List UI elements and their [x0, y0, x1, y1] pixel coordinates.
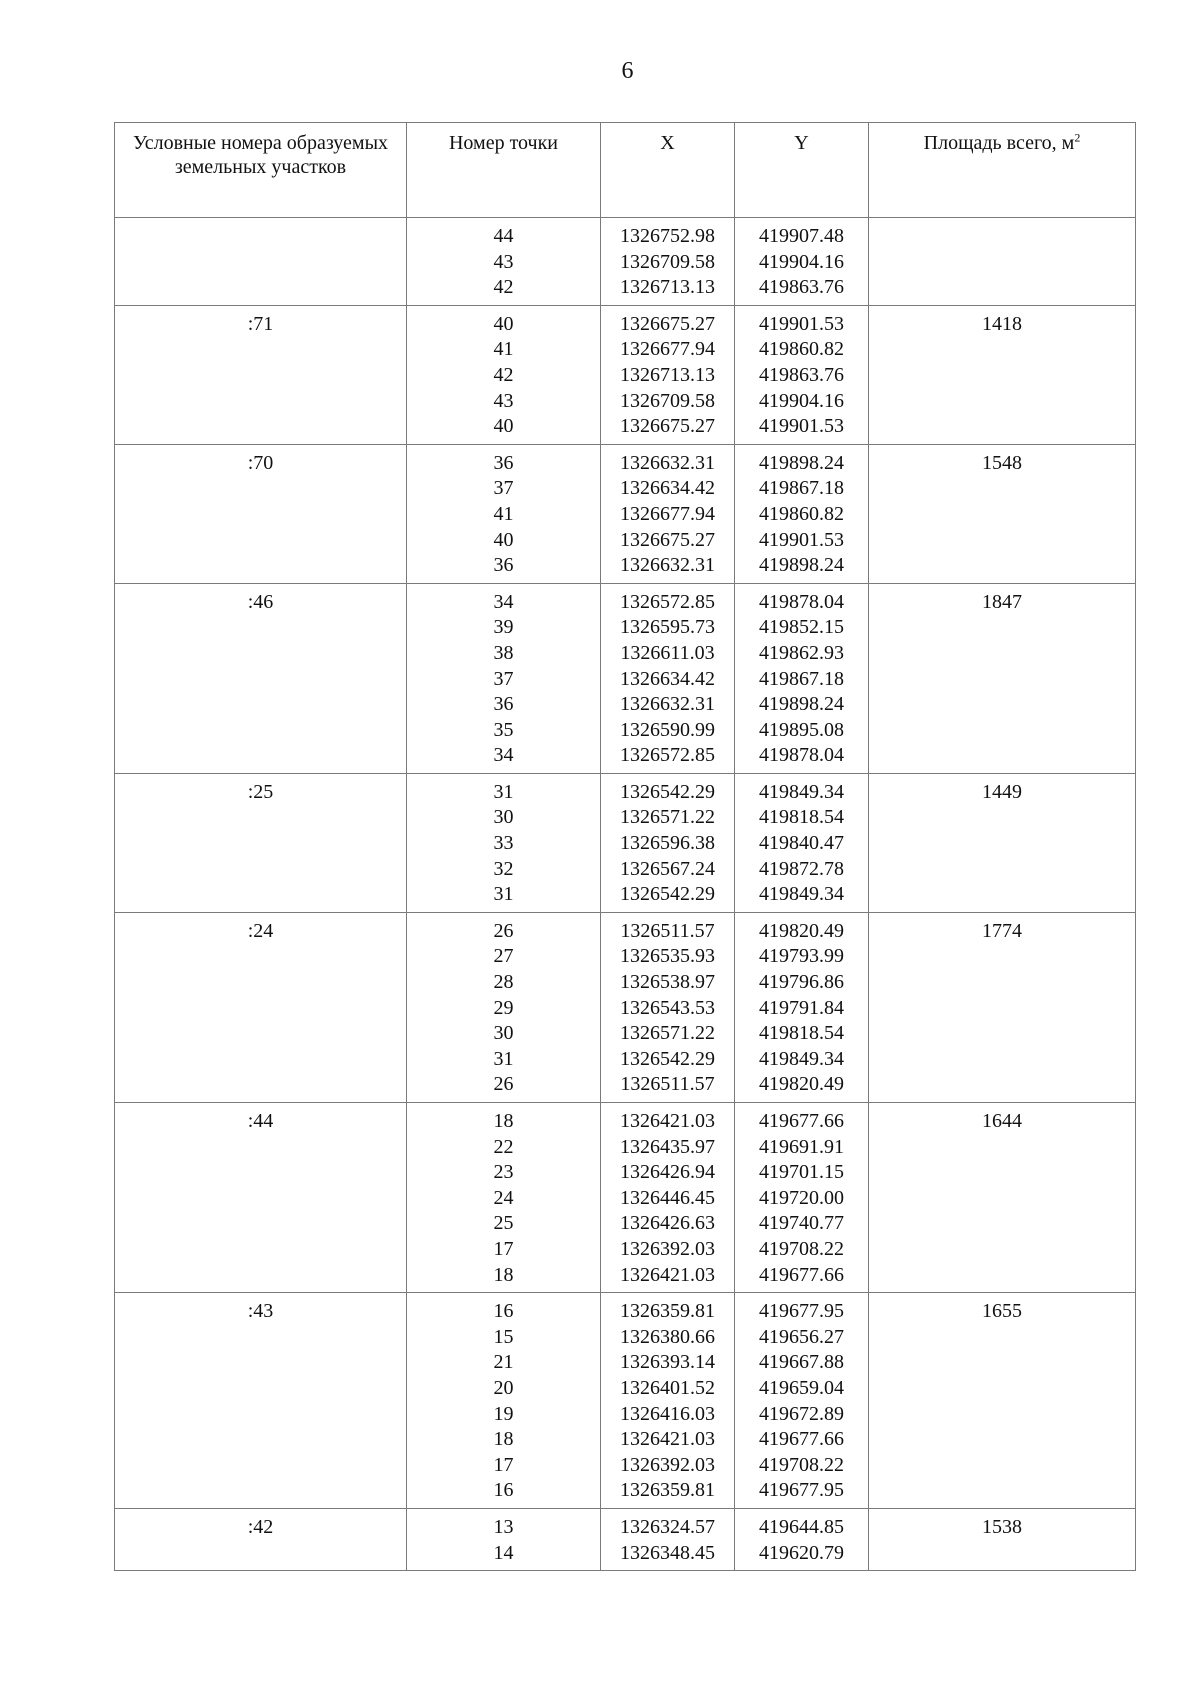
x-coordinate: 1326511.57: [620, 919, 715, 942]
table-row: [115, 1293, 1136, 1509]
header-area-label: Площадь всего, м: [923, 132, 1075, 154]
point-number-cell: [407, 444, 601, 583]
point-number: 39: [493, 616, 514, 639]
y-coordinate: 419849.34: [759, 1047, 844, 1070]
point-number: 38: [493, 641, 514, 664]
point-number: 43: [493, 389, 514, 412]
y-coordinate: 419904.16: [759, 250, 844, 273]
x-coordinate: 1326393.14: [620, 1351, 715, 1374]
point-number: 34: [493, 744, 514, 767]
area-cell: [869, 218, 1136, 306]
point-number: 18: [493, 1110, 514, 1132]
point-number: 16: [493, 1300, 514, 1323]
point-number: 26: [493, 1073, 514, 1096]
coordinates-table: [114, 122, 1136, 1571]
x-coordinate: 1326401.52: [620, 1376, 715, 1399]
table-row: [115, 1103, 1136, 1293]
y-coordinate: 419867.18: [759, 667, 844, 690]
point-number: 33: [493, 832, 514, 855]
x-coordinate: 1326590.99: [620, 718, 715, 741]
y-coordinate: 419863.76: [759, 276, 844, 299]
x-coordinate: 1326634.42: [620, 477, 715, 500]
parcel-number-cell: :24: [115, 912, 407, 1102]
y-coordinate: 419672.89: [759, 1402, 844, 1425]
x-coordinate-cell: [601, 583, 735, 773]
x-coordinate: 1326392.03: [620, 1453, 715, 1476]
x-coordinate: 1326632.31: [620, 451, 715, 474]
point-number: 30: [493, 806, 514, 829]
x-coordinate: 1326677.94: [620, 502, 715, 525]
x-coordinate-cell: [601, 1508, 735, 1570]
point-number-cell: [407, 583, 601, 773]
point-number: 20: [493, 1376, 514, 1399]
header-x: X: [601, 123, 735, 218]
parcel-number-cell: :43: [115, 1293, 407, 1509]
x-coordinate-cell: [601, 1293, 735, 1509]
x-coordinate-cell: [601, 773, 735, 912]
x-coordinate-cell: [601, 444, 735, 583]
y-coordinate: 419901.53: [759, 415, 844, 438]
point-number: 18: [493, 1263, 514, 1286]
point-number: 37: [493, 667, 514, 690]
area-cell: 1847: [869, 583, 1136, 773]
x-coordinate: 1326611.03: [620, 641, 715, 664]
x-coordinate: 1326713.13: [620, 363, 715, 386]
point-number: 36: [493, 554, 514, 577]
point-number: 22: [493, 1135, 514, 1158]
x-coordinate: 1326348.45: [620, 1541, 715, 1564]
y-coordinate: 419849.34: [759, 883, 844, 906]
y-coordinate: 419720.00: [759, 1186, 844, 1209]
point-number: 42: [493, 276, 514, 299]
y-coordinate-cell: [735, 218, 869, 306]
x-coordinate: 1326709.58: [620, 389, 715, 412]
x-coordinate: 1326542.29: [620, 780, 715, 803]
x-coordinate: 1326572.85: [620, 590, 715, 613]
y-coordinate: 419860.82: [759, 502, 844, 525]
x-coordinate: 1326713.13: [620, 276, 715, 299]
point-number: 21: [493, 1351, 514, 1374]
y-coordinate-cell: [735, 444, 869, 583]
y-coordinate: 419872.78: [759, 857, 844, 880]
point-number: 13: [493, 1515, 514, 1538]
x-coordinate: 1326752.98: [620, 225, 715, 247]
x-coordinate: 1326359.81: [620, 1300, 715, 1323]
parcel-number-cell: :42: [115, 1508, 407, 1570]
point-number-cell: [407, 1103, 601, 1293]
y-coordinate: 419818.54: [759, 806, 844, 829]
x-coordinate: 1326426.94: [620, 1161, 715, 1184]
parcel-number-cell: :71: [115, 305, 407, 444]
area-cell: 1449: [869, 773, 1136, 912]
y-coordinate: 419867.18: [759, 477, 844, 500]
table-row: [115, 773, 1136, 912]
y-coordinate: 419677.95: [759, 1300, 844, 1323]
point-number: 31: [493, 883, 514, 906]
point-number: 40: [493, 415, 514, 438]
point-number: 40: [493, 528, 514, 551]
x-coordinate: 1326632.31: [620, 554, 715, 577]
y-coordinate: 419878.04: [759, 590, 844, 613]
point-number: 37: [493, 477, 514, 500]
point-number: 19: [493, 1402, 514, 1425]
y-coordinate: 419701.15: [759, 1161, 844, 1184]
y-coordinate: 419820.49: [759, 1073, 844, 1096]
table-row: [115, 912, 1136, 1102]
area-cell: 1538: [869, 1508, 1136, 1570]
point-number: 34: [493, 590, 514, 613]
point-number-cell: [407, 218, 601, 306]
point-number: 35: [493, 718, 514, 741]
y-coordinate: 419791.84: [759, 996, 844, 1019]
point-number: 36: [493, 451, 514, 474]
x-coordinate: 1326595.73: [620, 616, 715, 639]
point-number: 30: [493, 1022, 514, 1045]
x-coordinate: 1326324.57: [620, 1515, 715, 1538]
x-coordinate-cell: [601, 1103, 735, 1293]
point-number: 16: [493, 1479, 514, 1502]
point-number: 42: [493, 363, 514, 386]
x-coordinate: 1326543.53: [620, 996, 715, 1019]
point-number: 26: [493, 919, 514, 942]
y-coordinate-cell: [735, 1508, 869, 1570]
x-coordinate: 1326634.42: [620, 667, 715, 690]
x-coordinate: 1326675.27: [620, 528, 715, 551]
y-coordinate-cell: [735, 1103, 869, 1293]
point-number: 29: [493, 996, 514, 1019]
area-cell: 1774: [869, 912, 1136, 1102]
x-coordinate: 1326542.29: [620, 1047, 715, 1070]
y-coordinate: 419740.77: [759, 1212, 844, 1235]
y-coordinate: 419904.16: [759, 389, 844, 412]
y-coordinate-cell: [735, 305, 869, 444]
point-number-cell: [407, 1508, 601, 1570]
table-row: [115, 218, 1136, 306]
x-coordinate: 1326596.38: [620, 832, 715, 855]
point-number: 32: [493, 857, 514, 880]
point-number: 23: [493, 1161, 514, 1184]
point-number: 14: [493, 1541, 514, 1564]
x-coordinate: 1326571.22: [620, 806, 715, 829]
x-coordinate: 1326571.22: [620, 1022, 715, 1045]
point-number: 31: [493, 1047, 514, 1070]
point-number: 41: [493, 338, 514, 361]
y-coordinate: 419860.82: [759, 338, 844, 361]
x-coordinate-cell: [601, 218, 735, 306]
y-coordinate: 419852.15: [759, 616, 844, 639]
y-coordinate: 419793.99: [759, 945, 844, 968]
y-coordinate: 419656.27: [759, 1325, 844, 1348]
point-number: 17: [493, 1237, 514, 1260]
y-coordinate-cell: [735, 773, 869, 912]
x-coordinate: 1326632.31: [620, 693, 715, 716]
point-number: 18: [493, 1428, 514, 1451]
y-coordinate: 419659.04: [759, 1376, 844, 1399]
x-coordinate: 1326421.03: [620, 1428, 715, 1451]
x-coordinate: 1326567.24: [620, 857, 715, 880]
y-coordinate: 419818.54: [759, 1022, 844, 1045]
x-coordinate: 1326538.97: [620, 971, 715, 994]
y-coordinate: 419878.04: [759, 744, 844, 767]
point-number: 40: [493, 312, 514, 335]
point-number: 24: [493, 1186, 514, 1209]
table-header-row: [115, 123, 1136, 218]
y-coordinate: 419840.47: [759, 832, 844, 855]
point-number-cell: [407, 912, 601, 1102]
point-number: 44: [493, 225, 514, 247]
y-coordinate-cell: [735, 912, 869, 1102]
point-number-cell: [407, 773, 601, 912]
x-coordinate: 1326572.85: [620, 744, 715, 767]
x-coordinate: 1326446.45: [620, 1186, 715, 1209]
y-coordinate: 419708.22: [759, 1453, 844, 1476]
y-coordinate: 419898.24: [759, 451, 844, 474]
x-coordinate: 1326511.57: [620, 1073, 715, 1096]
area-cell: 1548: [869, 444, 1136, 583]
x-coordinate: 1326416.03: [620, 1402, 715, 1425]
y-coordinate-cell: [735, 583, 869, 773]
x-coordinate: 1326421.03: [620, 1263, 715, 1286]
point-number: 25: [493, 1212, 514, 1235]
y-coordinate: 419677.66: [759, 1428, 844, 1451]
point-number-cell: [407, 1293, 601, 1509]
x-coordinate: 1326675.27: [620, 415, 715, 438]
point-number: 43: [493, 250, 514, 273]
y-coordinate: 419677.95: [759, 1479, 844, 1502]
y-coordinate: 419907.48: [759, 225, 844, 247]
area-cell: 1644: [869, 1103, 1136, 1293]
header-parcel-numbers: Условные номера образуемых земельных участков: [115, 123, 407, 218]
point-number: 31: [493, 780, 514, 803]
parcel-number-cell: :46: [115, 583, 407, 773]
x-coordinate: 1326380.66: [620, 1325, 715, 1348]
x-coordinate: 1326709.58: [620, 250, 715, 273]
x-coordinate: 1326677.94: [620, 338, 715, 361]
area-cell: 1655: [869, 1293, 1136, 1509]
x-coordinate: 1326421.03: [620, 1110, 715, 1132]
point-number: 41: [493, 502, 514, 525]
point-number: 15: [493, 1325, 514, 1348]
point-number: 17: [493, 1453, 514, 1476]
y-coordinate: 419667.88: [759, 1351, 844, 1374]
point-number: 28: [493, 971, 514, 994]
header-area-unit-superscript: 2: [1074, 130, 1081, 145]
x-coordinate-cell: [601, 912, 735, 1102]
x-coordinate: 1326426.63: [620, 1212, 715, 1235]
y-coordinate: 419901.53: [759, 528, 844, 551]
y-coordinate: 419677.66: [759, 1263, 844, 1286]
x-coordinate: 1326675.27: [620, 312, 715, 335]
point-number-cell: [407, 305, 601, 444]
page-number: 6: [621, 58, 634, 84]
y-coordinate: 419708.22: [759, 1237, 844, 1260]
table-row: [115, 305, 1136, 444]
table-row: [115, 1508, 1136, 1570]
y-coordinate: 419796.86: [759, 971, 844, 994]
point-number: 36: [493, 693, 514, 716]
y-coordinate-cell: [735, 1293, 869, 1509]
y-coordinate: 419862.93: [759, 641, 844, 664]
x-coordinate-cell: [601, 305, 735, 444]
table-row: [115, 444, 1136, 583]
table-row: [115, 583, 1136, 773]
x-coordinate: 1326359.81: [620, 1479, 715, 1502]
parcel-number-cell: :70: [115, 444, 407, 583]
header-point-number: Номер точки: [407, 123, 601, 218]
y-coordinate: 419644.85: [759, 1515, 844, 1538]
x-coordinate: 1326535.93: [620, 945, 715, 968]
y-coordinate: 419849.34: [759, 780, 844, 803]
header-area: [869, 123, 1136, 218]
point-number: 27: [493, 945, 514, 968]
x-coordinate: 1326542.29: [620, 883, 715, 906]
y-coordinate: 419620.79: [759, 1541, 844, 1564]
x-coordinate: 1326435.97: [620, 1135, 715, 1158]
y-coordinate: 419677.66: [759, 1110, 844, 1132]
y-coordinate: 419901.53: [759, 312, 844, 335]
parcel-number-cell: :44: [115, 1103, 407, 1293]
table-body: [115, 218, 1136, 1571]
parcel-number-cell: [115, 218, 407, 306]
y-coordinate: 419895.08: [759, 718, 844, 741]
y-coordinate: 419898.24: [759, 554, 844, 577]
header-y: Y: [735, 123, 869, 218]
y-coordinate: 419898.24: [759, 693, 844, 716]
y-coordinate: 419863.76: [759, 363, 844, 386]
y-coordinate: 419691.91: [759, 1135, 844, 1158]
parcel-number-cell: :25: [115, 773, 407, 912]
y-coordinate: 419820.49: [759, 919, 844, 942]
area-cell: 1418: [869, 305, 1136, 444]
x-coordinate: 1326392.03: [620, 1237, 715, 1260]
